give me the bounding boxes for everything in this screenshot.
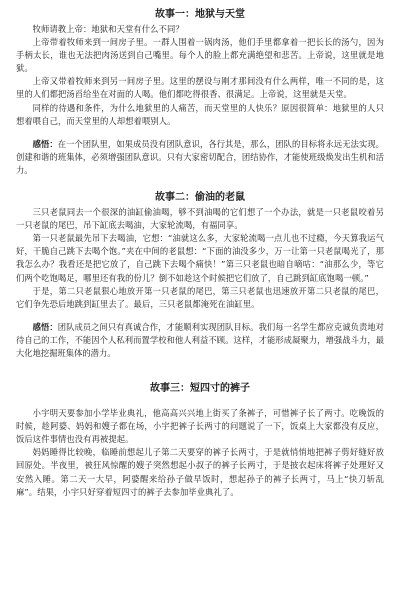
story-one-title: 故事一：地狱与天堂 [155, 9, 245, 20]
story-three-paragraph: 妈妈睡得比较晚，临睡前想起儿子第二天要穿的裤子长两寸，于是就悄悄地把裤子剪好缝好放回原处。半夜里，被狂风惊醒的嫂子突然想起小叔子的裤子长两寸，于是披衣起床将裤子处理好又安然入睡。第二天一大早，阿婆醒来给孙子做早饭时，想起孙子的裤子长两寸，马上“快刀斩乱麻”。结果，小宇只好穿着短四寸的裤子去参加毕业典礼了。 [16, 447, 384, 497]
story-one-section [16, 8, 384, 177]
story-two-title: 故事二：偷油的老鼠 [155, 192, 245, 204]
story-three-title: 故事三：短四寸的裤子 [150, 383, 250, 395]
story-two-paragraph: 第一只老鼠最先吊下去喝油，它想：“油就这么多，大家轮流喝一点儿也不过瘾，今天算我运气好，干脆自己跳下去喝个饱。”夹在中间的老鼠想：“下面的油没多少，万一让第一只老鼠喝光了，那我怎么办？我看还是把它放了，自己跳下去喝个痛快！”第三只老鼠也暗自嘀咕：“油那么少，等它们两个吃饱喝足，哪里还有我的份儿？倒不如趁这个时候把它们放了，自己跳到缸底饱喝一顿。” [16, 233, 384, 283]
story-one-insight [16, 138, 384, 177]
story-three-paragraph: 小宇明天要参加小学毕业典礼，他高高兴兴地上街买了条裤子，可惜裤子长了两寸。吃晚饭的时候，趁阿婆、妈妈和嫂子都在场，小宇把裤子长两寸的问题说了一下，饭桌上大家都没有反应，饭后这件事情也没有再被提起。 [16, 408, 384, 445]
story-three-section [16, 382, 384, 499]
story-one-paragraph: 上帝又带着牧师来到另一间房子里。这里的摆设与刚才那间没有什么两样，唯一不同的是，这里的人们都把汤舀给坐在对面的人喝。他们都吃得很香、很满足。上帝说，这里就是天堂。 [16, 76, 384, 100]
insight-label: 感悟： [32, 321, 58, 332]
insight-text: 团队成员之间只有真诚合作，才能顺利实现团队目标。我们每一名学生都应克诚负责地对待自己的工作，不能因个人私利而置学校和他人利益不顾。这样，才能形成凝聚力，增强战斗力，最大化地挖掘班集体的潜力。 [16, 321, 384, 358]
story-two-section [16, 191, 384, 360]
story-one-paragraph: 上帝带着牧师来到一间房子里。一群人围着一锅肉汤，他们手里都拿着一把长长的汤勺，因为手柄太长，谁也无法把肉汤送到自己嘴里。每个人的脸上都充满绝望和悲苦。上帝说，这里就是地狱。 [16, 37, 384, 74]
insight-label: 感悟： [32, 138, 58, 149]
story-one-paragraph: 同样的待遇和条件，为什么地狱里的人痛苦，而天堂里的人快乐？原因很简单：地狱里的人只想着喂自己，而天堂里的人却想着喂别人。 [16, 102, 384, 126]
story-two-paragraph: 三只老鼠同去一个很深的油缸偷油喝，够不到油喝的它们想了一个办法，就是一只老鼠咬着另一只老鼠的尾巴，吊下缸底去喝油，大家轮流喝，有福同享。 [16, 207, 384, 231]
story-one-paragraph: 牧师请教上帝：地狱和天堂有什么不同？ [32, 24, 184, 34]
story-two-insight [16, 321, 384, 360]
story-two-paragraph: 于是，第二只老鼠狠心地放开第一只老鼠的尾巴，第三只老鼠也迅速放开第二只老鼠的尾巴，它们争先恐后地跳到缸里去了。最后，三只老鼠都淹死在油缸里。 [16, 285, 384, 309]
insight-text: 在一个团队里，如果成员没有团队意识，各行其是，那么，团队的目标将永远无法实现。创建和谐的班集体，必须增强团队意识。只有大家密切配合，团结协作，才能使班级焕发出生机和活力。 [16, 138, 384, 175]
